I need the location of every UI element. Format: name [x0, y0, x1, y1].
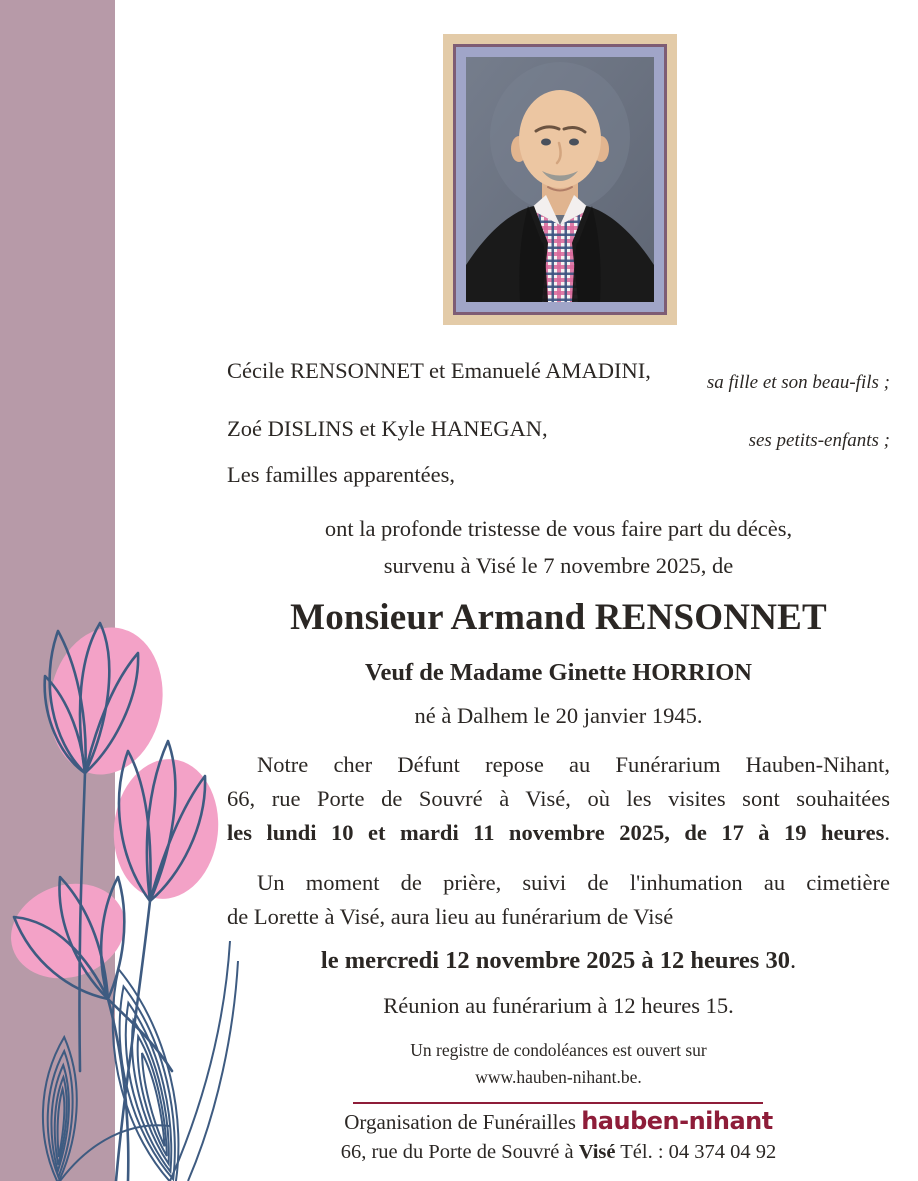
family-row	[227, 358, 890, 393]
ceremony-line-1: Un moment de prière, suivi de l'inhumation au cimetière	[257, 870, 890, 895]
announcement-line-1: ont la profonde tristesse de vous faire part du décès,	[324, 516, 793, 541]
footer-address-pre: 66, rue du Porte de Souvré à	[340, 1141, 579, 1163]
visits-line-2: 66, rue Porte de Souvré à Visé, où les visites sont souhaitées	[227, 786, 890, 811]
ceremony-date-line	[227, 947, 890, 975]
visits-dates-bold: les lundi 10 et mardi 11 novembre 2025, de 17 à 19 heures	[227, 820, 885, 845]
family-names: Les familles apparentées,	[227, 462, 456, 487]
footer-block	[227, 1106, 890, 1166]
announcement-content	[227, 0, 890, 1181]
announcement-line-2: survenu à Visé le 7 novembre 2025, de	[383, 553, 734, 578]
ceremony-paragraph	[227, 866, 890, 934]
footer-org-label: Organisation de Funérailles	[344, 1110, 582, 1134]
family-row	[227, 462, 890, 488]
ceremony-line-2: de Lorette à Visé, aura lieu au funérarium de Visé	[227, 904, 674, 929]
footer-org-logo: hauben-nihant	[581, 1107, 773, 1135]
family-names: Zoé DISLINS et Kyle HANEGAN,	[227, 416, 548, 441]
family-relation: sa fille et son beau-fils ;	[706, 372, 890, 393]
register-block	[227, 1037, 890, 1091]
visits-line-3	[227, 816, 890, 850]
footer-address-line	[227, 1138, 890, 1166]
ceremony-date-period: .	[789, 947, 797, 974]
announcement-text	[227, 510, 890, 584]
family-row	[227, 416, 890, 451]
family-relation: ses petits-enfants ;	[748, 430, 890, 451]
register-line-1: Un registre de condoléances est ouvert sur	[410, 1040, 707, 1060]
footer-address-post: Tél. : 04 374 04 92	[615, 1141, 777, 1163]
register-website: www.hauben-nihant.be.	[475, 1067, 642, 1087]
visits-line-3-period: .	[884, 820, 890, 845]
visits-line-1: Notre cher Défunt repose au Funérarium Hauben-Nihant,	[257, 752, 890, 777]
birth-line: né à Dalhem le 20 janvier 1945.	[414, 703, 703, 728]
deceased-subtitle: Veuf de Madame Ginette HORRION	[365, 659, 752, 686]
footer-address-city: Visé	[578, 1141, 616, 1163]
meeting-line: Réunion au funérarium à 12 heures 15.	[383, 993, 734, 1018]
ceremony-date-bold: le mercredi 12 novembre 2025 à 12 heures 30	[320, 947, 790, 974]
footer-divider	[353, 1102, 763, 1104]
family-names: Cécile RENSONNET et Emanuelé AMADINI,	[227, 358, 651, 383]
footer-org-line	[227, 1106, 890, 1138]
visits-paragraph	[227, 748, 890, 850]
deceased-name-title: Monsieur Armand RENSONNET	[290, 597, 827, 638]
